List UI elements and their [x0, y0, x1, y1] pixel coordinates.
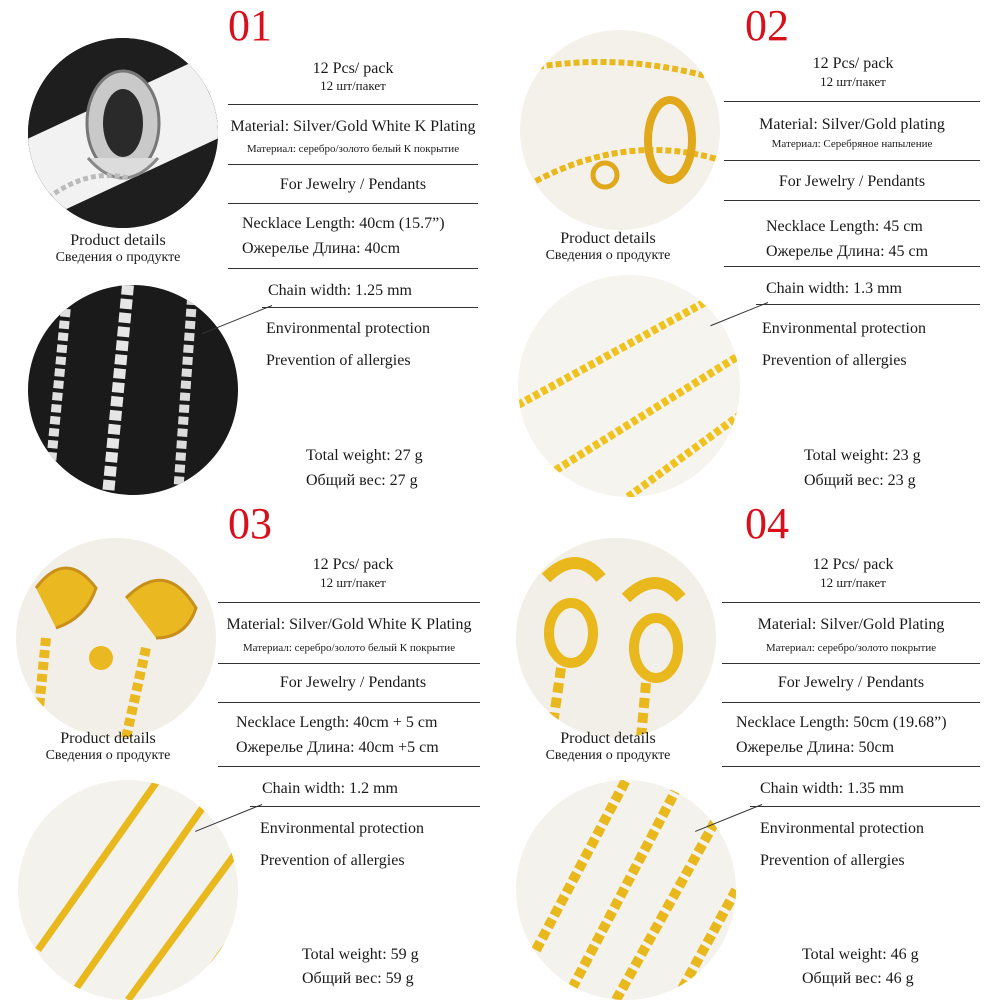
- length-en: Necklace Length: 45 cm: [766, 218, 923, 235]
- clasp-photo: [516, 538, 716, 738]
- divider: [228, 268, 478, 269]
- divider: [722, 702, 980, 703]
- divider: [724, 200, 980, 201]
- env-protection: Environmental protection: [266, 320, 430, 337]
- length-ru: Ожерелье Длина: 50cm: [736, 739, 895, 756]
- env-protection: Environmental protection: [260, 820, 424, 837]
- divider: [722, 766, 980, 767]
- clasp-photo: [28, 38, 218, 228]
- product-details-label: [8, 730, 208, 764]
- weight-ru: Общий вес: 59 g: [302, 970, 414, 987]
- product-details-en: Product details: [60, 730, 156, 747]
- material-en: Material: Silver/Gold White K Plating: [226, 616, 472, 633]
- length-en: Necklace Length: 40cm + 5 cm: [236, 714, 438, 731]
- pack-en: 12 Pcs/ pack: [812, 55, 894, 72]
- allergy-prevention: Prevention of allergies: [760, 852, 905, 869]
- divider: [724, 266, 980, 267]
- usage: For Jewelry / Pendants: [778, 173, 926, 190]
- divider: [722, 663, 980, 664]
- divider: [756, 304, 980, 305]
- usage: For Jewelry / Pendants: [279, 674, 427, 691]
- product-details-label: [508, 230, 708, 264]
- chain-width: Chain width: 1.25 mm: [268, 282, 412, 299]
- divider: [218, 663, 480, 664]
- material-en: Material: Silver/Gold White K Plating: [230, 118, 476, 135]
- usage: For Jewelry / Pendants: [279, 176, 427, 193]
- product-details-label: [18, 232, 218, 266]
- length-en: Necklace Length: 50cm (19.68”): [736, 714, 947, 731]
- chain-photo: [518, 275, 740, 497]
- product-details-en: Product details: [560, 230, 656, 247]
- weight-ru: Общий вес: 27 g: [306, 472, 418, 489]
- panel-03: [0, 500, 500, 1000]
- panel-number: 01: [228, 1, 272, 50]
- material-ru: Материал: Серебряное напыление: [771, 138, 933, 150]
- chain-photo: [18, 780, 238, 1000]
- material-en: Material: Silver/Gold plating: [759, 116, 945, 133]
- length-ru: Ожерелье Длина: 40cm: [242, 240, 401, 257]
- pack-ru: 12 шт/пакет: [820, 575, 886, 590]
- material-ru: Материал: серебро/золото покрытие: [765, 642, 937, 654]
- material-ru: Материал: серебро/золото белый К покрытие: [246, 143, 460, 155]
- divider: [218, 766, 480, 767]
- chain-width: Chain width: 1.2 mm: [262, 780, 398, 797]
- weight-en: Total weight: 59 g: [302, 946, 419, 963]
- divider: [724, 160, 980, 161]
- weight-ru: Общий вес: 23 g: [804, 472, 916, 489]
- env-protection: Environmental protection: [762, 320, 926, 337]
- length-ru: Ожерелье Длина: 40cm +5 cm: [236, 739, 439, 756]
- panel-01: [0, 0, 500, 500]
- chain-photo: [28, 285, 238, 495]
- product-details-label: [508, 730, 708, 764]
- product-details-ru: Сведения о продукте: [55, 250, 181, 265]
- divider: [228, 164, 478, 165]
- pack-en: 12 Pcs/ pack: [312, 556, 394, 573]
- pack-en: 12 Pcs/ pack: [812, 556, 894, 573]
- product-details-en: Product details: [70, 232, 166, 249]
- product-details-en: Product details: [560, 730, 656, 747]
- panel-number: 03: [228, 499, 272, 548]
- panel-04: [500, 500, 1000, 1000]
- divider: [722, 602, 980, 603]
- pack-ru: 12 шт/пакет: [320, 575, 386, 590]
- material-ru: Материал: серебро/золото белый К покрытие: [242, 642, 456, 654]
- material-en: Material: Silver/Gold Plating: [757, 616, 945, 633]
- product-details-ru: Сведения о продукте: [545, 748, 671, 763]
- divider: [228, 203, 478, 204]
- clasp-photo: [520, 30, 720, 230]
- chain-width: Chain width: 1.3 mm: [766, 280, 902, 297]
- pack-en: 12 Pcs/ pack: [312, 60, 394, 77]
- weight-ru: Общий вес: 46 g: [802, 970, 914, 987]
- clasp-photo: [16, 538, 216, 738]
- product-details-ru: Сведения о продукте: [45, 748, 171, 763]
- weight-en: Total weight: 27 g: [306, 447, 423, 464]
- weight-en: Total weight: 23 g: [804, 447, 921, 464]
- divider: [228, 104, 478, 105]
- allergy-prevention: Prevention of allergies: [266, 352, 411, 369]
- product-details-ru: Сведения о продукте: [545, 248, 671, 263]
- panel-number: 04: [745, 499, 789, 548]
- divider: [250, 806, 480, 807]
- allergy-prevention: Prevention of allergies: [260, 852, 405, 869]
- pack-ru: 12 шт/пакет: [320, 78, 386, 93]
- allergy-prevention: Prevention of allergies: [762, 352, 907, 369]
- divider: [724, 101, 980, 102]
- usage: For Jewelry / Pendants: [777, 674, 925, 691]
- panel-02: [500, 0, 1000, 500]
- divider: [262, 307, 478, 308]
- pointer-line: [201, 305, 272, 334]
- chain-photo: [516, 780, 736, 1000]
- divider: [218, 702, 480, 703]
- length-ru: Ожерелье Длина: 45 cm: [766, 243, 929, 260]
- length-en: Necklace Length: 40cm (15.7”): [242, 215, 445, 232]
- weight-en: Total weight: 46 g: [802, 946, 919, 963]
- chain-width: Chain width: 1.35 mm: [760, 780, 904, 797]
- env-protection: Environmental protection: [760, 820, 924, 837]
- divider: [218, 602, 480, 603]
- pointer-line: [710, 302, 768, 326]
- divider: [750, 806, 980, 807]
- panel-number: 02: [745, 1, 789, 50]
- pack-ru: 12 шт/пакет: [820, 74, 886, 89]
